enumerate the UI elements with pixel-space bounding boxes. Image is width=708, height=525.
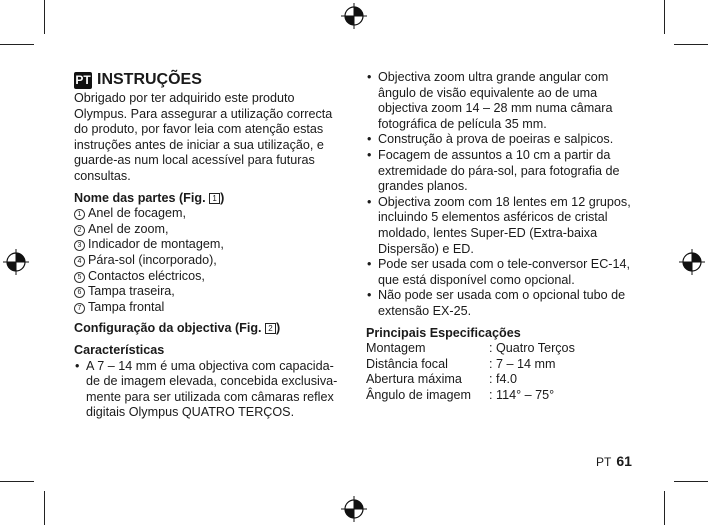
- list-item: 6 Tampa traseira,: [74, 284, 344, 300]
- crop-mark: [0, 44, 34, 45]
- features-heading: Características: [74, 342, 165, 357]
- features-list-left: [74, 359, 344, 421]
- list-item: • A 7 – 14 mm é uma objectiva com capacida-de de imagem elevada, concebida exclusiva-mente para ser utilizada com câmaras reflex digitais Olympus QUATRO TERÇOS.: [74, 359, 344, 421]
- part-number: 2: [74, 225, 85, 236]
- part-number: 6: [74, 287, 85, 298]
- list-item: 5 Contactos eléctricos,: [74, 269, 344, 285]
- list-item: • Objectiva zoom ultra grande angular com ângulo de visão equivalente ao de uma objectiva zoom 14 – 28 mm numa câmara fotográfica de película 35 mm.: [366, 70, 636, 132]
- registration-mark-icon: [679, 249, 705, 275]
- figure-ref-badge: 2: [265, 323, 276, 334]
- features-list-right: [366, 70, 636, 320]
- list-item: 7 Tampa frontal: [74, 300, 344, 316]
- list-item: 1 Anel de focagem,: [74, 206, 344, 222]
- part-number: 7: [74, 303, 85, 314]
- crop-mark: [674, 44, 708, 45]
- config-heading: Configuração da objectiva (Fig. 2 ): [74, 321, 281, 336]
- figure-ref-badge: 1: [209, 193, 220, 204]
- list-item: • Não pode ser usada com o opcional tubo de extensão EX-25.: [366, 288, 636, 319]
- page-footer: [596, 453, 632, 469]
- list-item: • Objectiva zoom com 18 lentes em 12 grupos, incluindo 5 elementos asféricos de cristal moldado, lentes Super-ED (Extra-baixa Dispersão) e ED.: [366, 195, 636, 257]
- spec-row: Montagem : Quatro Terços: [366, 341, 575, 356]
- spec-row: Ângulo de imagem : 114° – 75°: [366, 387, 555, 402]
- specs-heading: Principais Especificações: [366, 325, 521, 340]
- spec-row: Abertura máxima : f4.0: [366, 372, 518, 387]
- footer-lang: PT: [596, 455, 612, 469]
- crop-mark: [664, 491, 665, 525]
- list-item: 3 Indicador de montagem,: [74, 237, 344, 253]
- registration-mark-icon: [341, 3, 367, 29]
- crop-mark: [44, 0, 45, 34]
- parts-heading: Nome das partes (Fig. 1 ): [74, 190, 225, 205]
- list-item: • Pode ser usada com o tele-conversor EC-14, que está disponível como opcional.: [366, 257, 636, 288]
- language-badge: PT: [75, 72, 91, 87]
- part-number: 1: [74, 209, 85, 220]
- page-title: [74, 70, 344, 90]
- list-item: 2 Anel de zoom,: [74, 222, 344, 238]
- list-item: 4 Pára-sol (incorporado),: [74, 253, 344, 269]
- parts-list: [74, 206, 344, 315]
- crop-mark: [664, 0, 665, 34]
- left-column: [74, 70, 344, 421]
- spec-row: Distância focal : 7 – 14 mm: [366, 356, 556, 371]
- list-item: • Construção à prova de poeiras e salpicos.: [366, 132, 636, 148]
- registration-mark-icon: [341, 496, 367, 522]
- part-number: 5: [74, 272, 85, 283]
- right-column: [366, 70, 636, 403]
- list-item: • Focagem de assuntos a 10 cm a partir da extremidade do pára-sol, para fotografia de grandes planos.: [366, 148, 636, 195]
- part-number: 3: [74, 240, 85, 251]
- registration-mark-icon: [3, 249, 29, 275]
- crop-mark: [44, 491, 45, 525]
- title-text: INSTRUÇÕES: [97, 71, 202, 88]
- intro-paragraph: Obrigado por ter adquirido este produto Olympus. Para assegurar a utilização correcta do produto, por favor leia com atenção estas instruções antes de iniciar a sua utilização, e guarde-as num local acessível para futuras consultas.: [74, 91, 333, 183]
- page-number: 61: [616, 453, 632, 469]
- part-number: 4: [74, 256, 85, 267]
- crop-mark: [674, 481, 708, 482]
- crop-mark: [0, 481, 34, 482]
